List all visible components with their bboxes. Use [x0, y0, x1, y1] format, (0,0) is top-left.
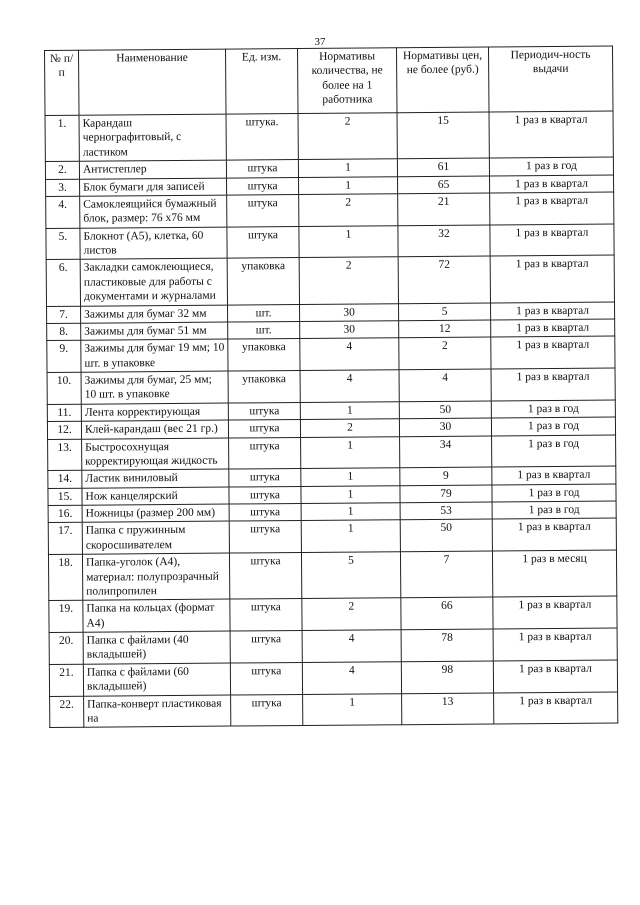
- row-number: 1.: [45, 115, 79, 161]
- header-qty: Нормативы количества, не более на 1 работника: [297, 48, 397, 114]
- row-number: 16.: [48, 505, 82, 523]
- header-unit: Ед. изм.: [225, 49, 298, 115]
- table-row: [47, 336, 615, 372]
- page-number: 37: [314, 36, 326, 48]
- item-name: Закладки самоклеющиеся, пластиковые для работы с документами и журналами: [80, 258, 227, 305]
- quantity-norm: 5: [301, 552, 400, 599]
- item-name: Зажимы для бумаг 19 мм; 10 шт. в упаковке: [81, 339, 228, 372]
- header-price: Нормативы цен, не более (руб.): [396, 47, 489, 113]
- price-norm: 5: [398, 303, 490, 321]
- table-row: [45, 111, 613, 162]
- price-norm: 72: [398, 256, 490, 303]
- issue-period: 1 раз в квартал: [489, 111, 613, 158]
- quantity-norm: 2: [300, 419, 399, 437]
- unit-of-measure: штука: [229, 437, 301, 469]
- norms-table: [44, 46, 618, 729]
- row-number: 13.: [48, 439, 82, 471]
- quantity-norm: 4: [302, 661, 401, 694]
- unit-of-measure: штука: [227, 177, 299, 195]
- table-row: [49, 660, 617, 696]
- price-norm: 12: [399, 320, 491, 338]
- price-norm: 53: [400, 502, 492, 520]
- table-row: [48, 550, 616, 601]
- quantity-norm: 1: [303, 693, 402, 726]
- item-name: Зажимы для бумаг 32 мм: [81, 305, 228, 324]
- unit-of-measure: штука: [230, 630, 302, 662]
- unit-of-measure: штука: [227, 194, 299, 226]
- price-norm: 50: [400, 519, 492, 551]
- header-num: № п/п: [45, 50, 80, 115]
- quantity-norm: 2: [299, 257, 398, 304]
- quantity-norm: 1: [300, 401, 399, 419]
- unit-of-measure: шт.: [228, 304, 300, 322]
- quantity-norm: 4: [302, 630, 401, 663]
- quantity-norm: 1: [301, 503, 400, 521]
- price-norm: 9: [400, 467, 492, 485]
- table-row: [49, 628, 617, 664]
- item-name: Папка с пружинным скоросшивателем: [82, 521, 229, 554]
- price-norm: 66: [401, 597, 493, 629]
- row-number: 2.: [45, 161, 79, 179]
- quantity-norm: 30: [300, 303, 399, 321]
- price-norm: 15: [397, 112, 489, 159]
- row-number: 21.: [49, 664, 83, 696]
- row-number: 5.: [46, 228, 80, 260]
- table-row: [48, 435, 616, 471]
- table-row: [46, 224, 614, 260]
- item-name: Папка с файлами (40 вкладышей): [83, 631, 230, 664]
- item-name: Быстросохнущая корректирующая жидкость: [82, 438, 229, 471]
- item-name: Блок бумаги для записей: [80, 178, 227, 197]
- issue-period: 1 раз в квартал: [492, 518, 616, 551]
- row-number: 17.: [48, 523, 82, 555]
- issue-period: 1 раз в год: [491, 400, 615, 418]
- price-norm: 50: [399, 401, 491, 419]
- item-name: Лента корректирующая: [81, 403, 228, 422]
- item-name: Клей-карандаш (вес 21 гр.): [81, 420, 228, 439]
- price-norm: 30: [399, 418, 491, 436]
- item-name: Блокнот (А5), клетка, 60 листов: [80, 227, 227, 260]
- row-number: 6.: [46, 260, 80, 306]
- unit-of-measure: штука.: [226, 114, 298, 161]
- item-name: Антистеплер: [79, 160, 226, 179]
- price-norm: 34: [400, 435, 492, 467]
- table-header: [45, 46, 613, 115]
- issue-period: 1 раз в квартал: [491, 368, 615, 401]
- issue-period: 1 раз в квартал: [493, 596, 617, 629]
- table-row: [46, 192, 614, 228]
- issue-period: 1 раз в год: [491, 417, 615, 435]
- quantity-norm: 30: [300, 321, 399, 339]
- issue-period: 1 раз в квартал: [492, 466, 616, 484]
- unit-of-measure: штука: [226, 160, 298, 178]
- quantity-norm: 1: [301, 468, 400, 486]
- unit-of-measure: штука: [229, 469, 301, 487]
- price-norm: 79: [400, 485, 492, 503]
- price-norm: 7: [400, 551, 492, 598]
- quantity-norm: 1: [299, 225, 398, 258]
- row-number: 7.: [47, 306, 81, 324]
- price-norm: 4: [399, 369, 491, 401]
- quantity-norm: 2: [299, 194, 398, 227]
- item-name: Папка-уголок (А4), материал: полупрозрачный полипропилен: [82, 553, 229, 600]
- unit-of-measure: штука: [230, 662, 302, 694]
- issue-period: 1 раз в квартал: [493, 628, 617, 661]
- price-norm: 2: [399, 337, 491, 369]
- item-name: Папка с файлами (60 вкладышей): [83, 663, 230, 696]
- table-row: [48, 518, 616, 554]
- header-name: Наименование: [79, 49, 227, 115]
- issue-period: 1 раз в год: [492, 435, 616, 468]
- issue-period: 1 раз в квартал: [493, 660, 617, 693]
- price-norm: 13: [402, 692, 494, 724]
- unit-of-measure: штука: [228, 420, 300, 438]
- unit-of-measure: шт.: [228, 321, 300, 339]
- quantity-norm: 1: [301, 485, 400, 503]
- unit-of-measure: штука: [231, 694, 303, 726]
- issue-period: 1 раз в месяц: [492, 550, 616, 597]
- item-name: Папка-конверт пластиковая на: [84, 695, 231, 728]
- table-body: [45, 111, 618, 728]
- issue-period: 1 раз в год: [492, 501, 616, 519]
- row-number: 19.: [49, 600, 83, 632]
- issue-period: 1 раз в квартал: [490, 302, 614, 320]
- issue-period: 1 раз в квартал: [494, 692, 618, 725]
- row-number: 18.: [48, 554, 82, 600]
- issue-period: 1 раз в год: [489, 157, 613, 175]
- quantity-norm: 4: [300, 370, 399, 403]
- unit-of-measure: упаковка: [227, 258, 299, 305]
- unit-of-measure: штука: [228, 402, 300, 420]
- price-norm: 32: [398, 225, 490, 257]
- row-number: 8.: [47, 323, 81, 341]
- issue-period: 1 раз в квартал: [489, 175, 613, 193]
- row-number: 4.: [46, 196, 80, 228]
- unit-of-measure: штука: [227, 226, 299, 258]
- price-norm: 98: [401, 661, 493, 693]
- row-number: 10.: [47, 372, 81, 404]
- row-number: 9.: [47, 340, 81, 372]
- header-period: Периодич-ность выдачи: [488, 46, 613, 112]
- table-row: [49, 596, 617, 632]
- quantity-norm: 2: [298, 113, 397, 160]
- price-norm: 65: [398, 176, 490, 194]
- issue-period: 1 раз в квартал: [490, 224, 614, 257]
- item-name: Ножницы (размер 200 мм): [82, 504, 229, 523]
- quantity-norm: 2: [302, 598, 401, 631]
- issue-period: 1 раз в год: [492, 484, 616, 502]
- item-name: Самоклеящийся бумажный блок, размер: 76 х76 мм: [80, 195, 227, 228]
- unit-of-measure: штука: [229, 553, 301, 600]
- price-norm: 78: [401, 629, 493, 661]
- quantity-norm: 1: [299, 176, 398, 194]
- unit-of-measure: штука: [229, 521, 301, 553]
- quantity-norm: 1: [298, 159, 397, 177]
- quantity-norm: 1: [301, 436, 400, 469]
- table-row: [47, 368, 615, 404]
- quantity-norm: 1: [301, 520, 400, 553]
- item-name: Папка на кольцах (формат А4): [83, 599, 230, 632]
- price-norm: 61: [397, 158, 489, 176]
- item-name: Ластик виниловый: [82, 469, 229, 488]
- item-name: Нож канцелярский: [82, 487, 229, 506]
- item-name: Зажимы для бумаг, 25 мм; 10 шт. в упаковке: [81, 371, 228, 404]
- row-number: 3.: [46, 179, 80, 197]
- row-number: 12.: [47, 421, 81, 439]
- table-row: [46, 255, 614, 306]
- row-number: 15.: [48, 488, 82, 506]
- unit-of-measure: упаковка: [228, 339, 300, 371]
- row-number: 14.: [48, 470, 82, 488]
- row-number: 20.: [49, 632, 83, 664]
- unit-of-measure: упаковка: [228, 370, 300, 402]
- unit-of-measure: штука: [229, 503, 301, 521]
- item-name: Зажимы для бумаг 51 мм: [81, 322, 228, 341]
- unit-of-measure: штука: [229, 486, 301, 504]
- quantity-norm: 4: [300, 338, 399, 371]
- table-row: [50, 692, 618, 728]
- price-norm: 21: [398, 193, 490, 225]
- issue-period: 1 раз в квартал: [490, 192, 614, 225]
- issue-period: 1 раз в квартал: [490, 255, 614, 302]
- row-number: 11.: [47, 404, 81, 422]
- row-number: 22.: [50, 696, 84, 728]
- item-name: Карандаш чернографитовый, с ластиком: [79, 114, 226, 161]
- unit-of-measure: штука: [230, 599, 302, 631]
- issue-period: 1 раз в квартал: [491, 336, 615, 369]
- issue-period: 1 раз в квартал: [491, 319, 615, 337]
